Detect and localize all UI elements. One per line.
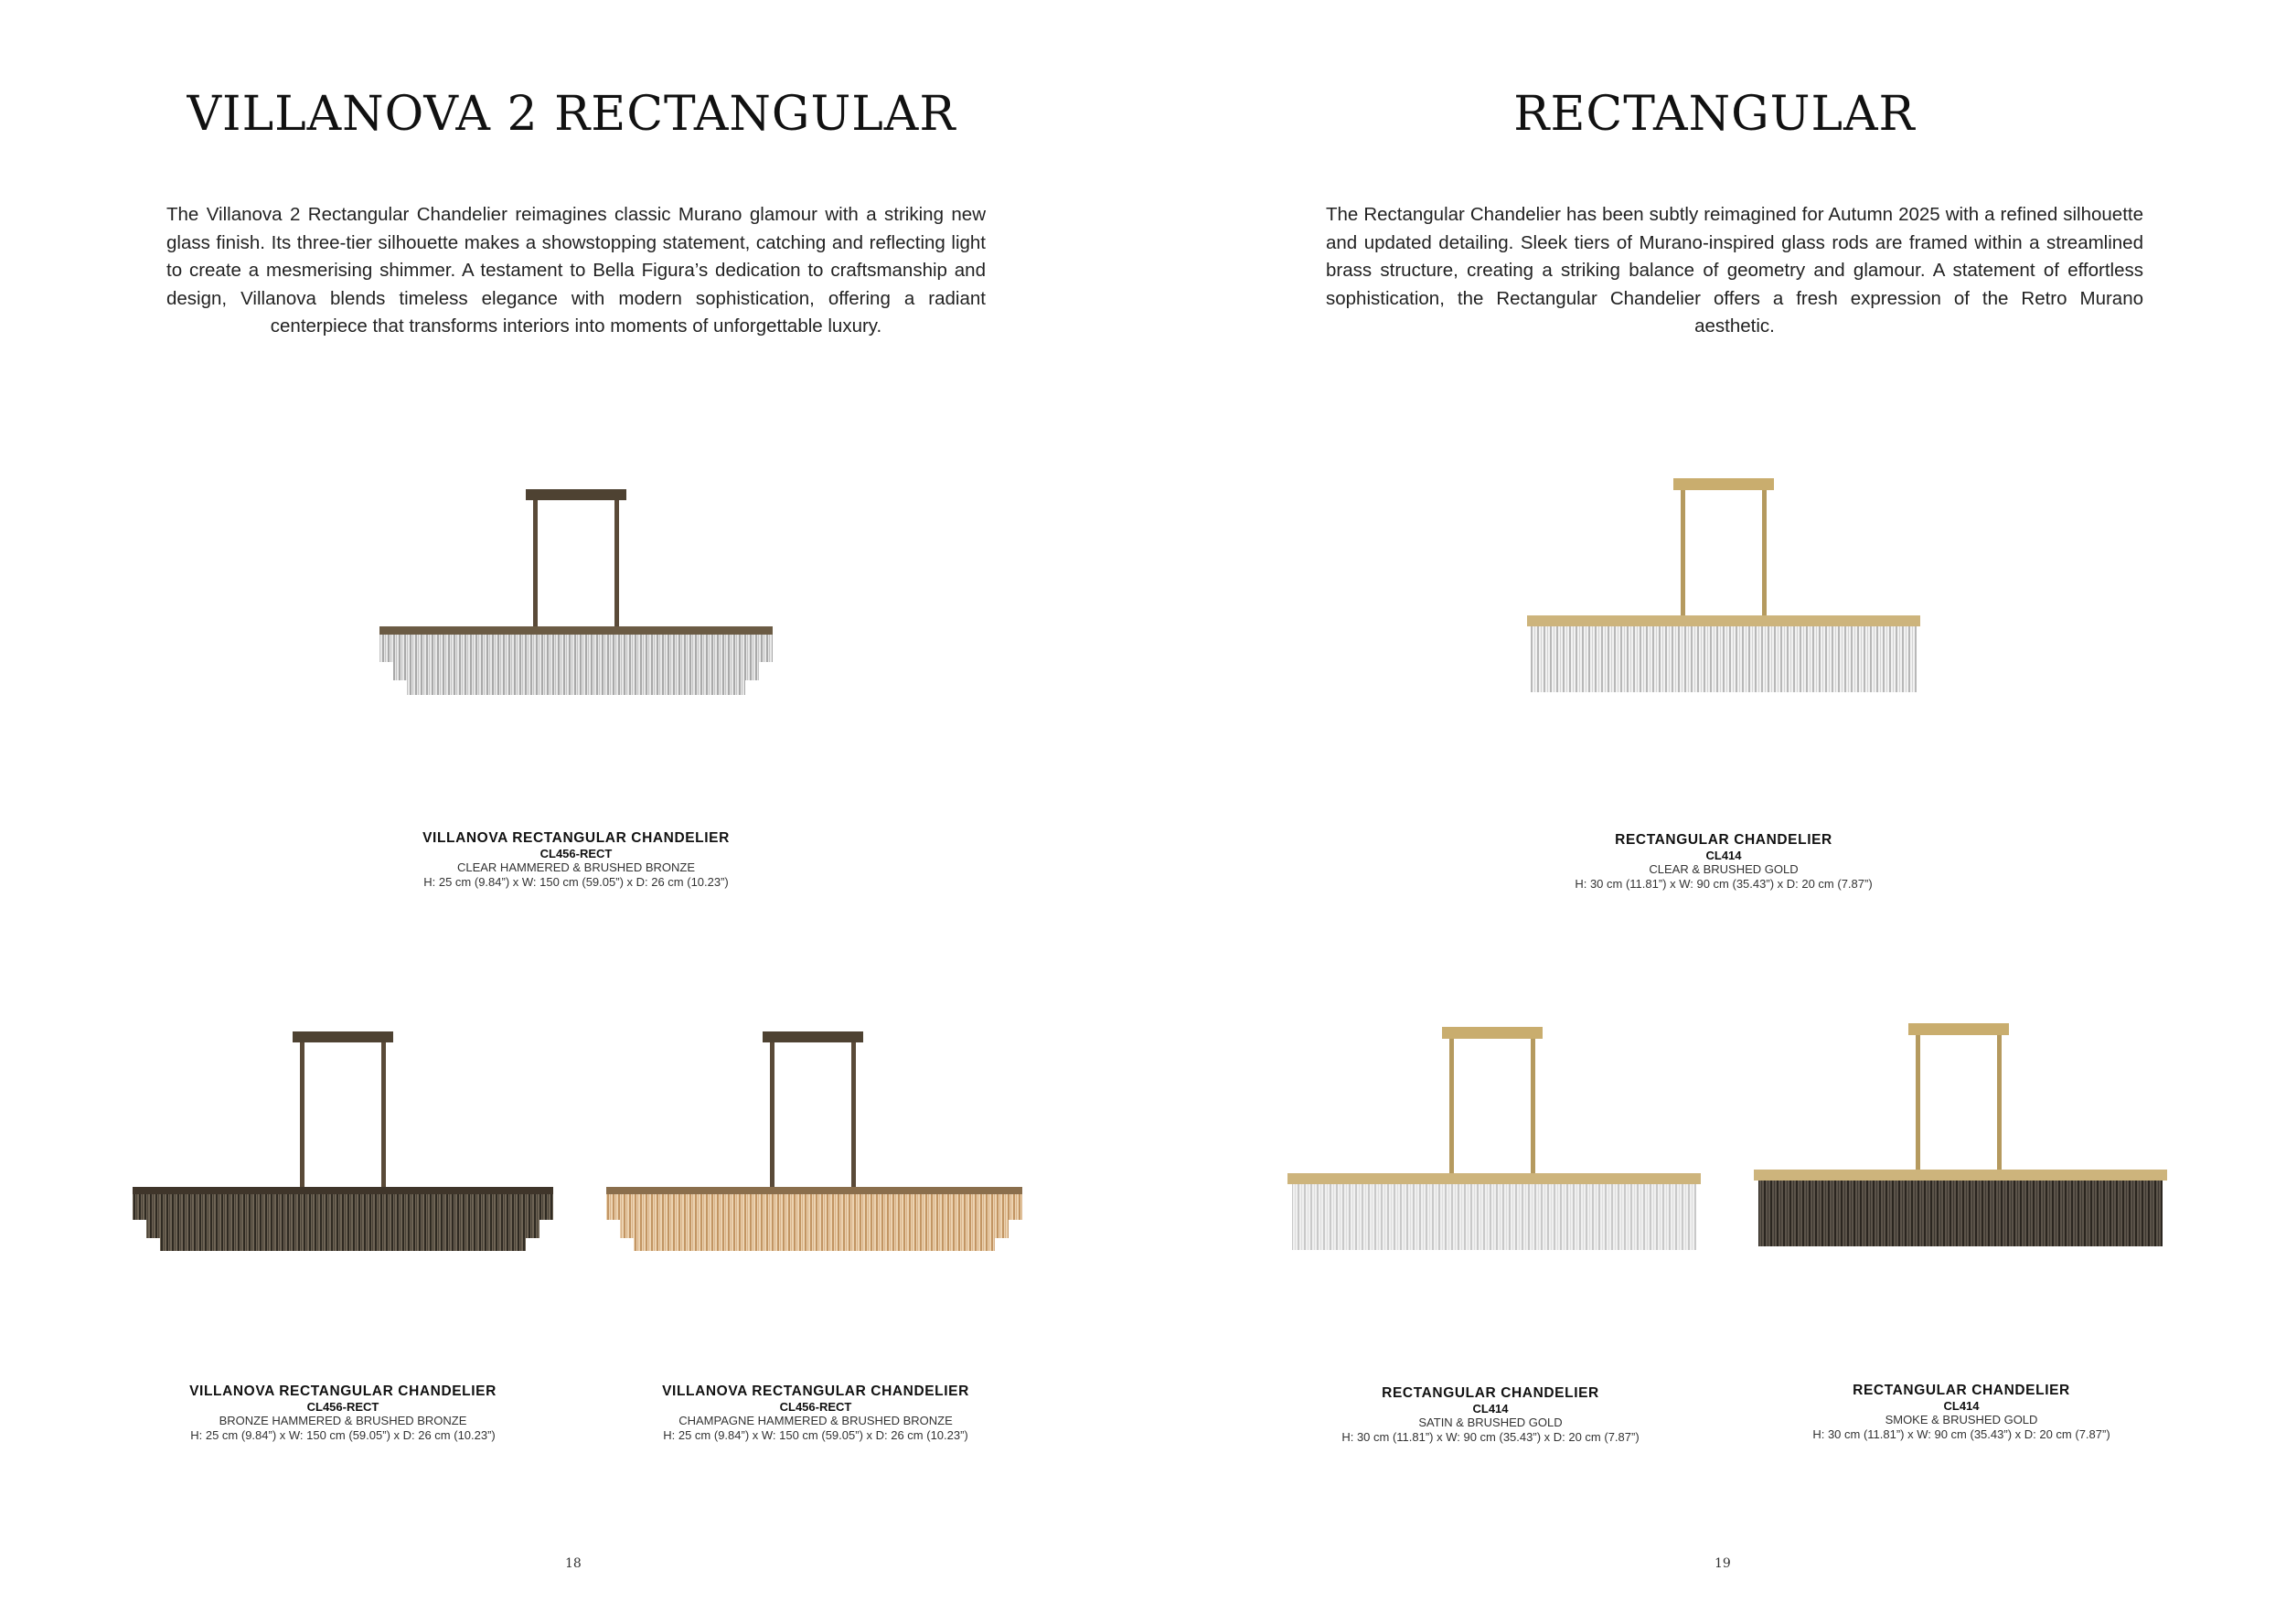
product-caption xyxy=(596,1384,1035,1443)
product-name: RECTANGULAR CHANDELIER xyxy=(1853,1383,2070,1398)
product-finish: CLEAR & BRUSHED GOLD xyxy=(1649,862,1799,876)
product-finish: SATIN & BRUSHED GOLD xyxy=(1418,1416,1563,1429)
chandelier-image-satin xyxy=(1285,1020,1705,1257)
product-dimensions: H: 30 cm (11.81”) x W: 90 cm (35.43”) x D: 20 cm (7.87”) xyxy=(1341,1430,1640,1444)
chandelier-image-champagne-hammered xyxy=(602,1024,1031,1253)
chandelier-icon xyxy=(128,1024,558,1253)
page-number: 19 xyxy=(1714,1556,1731,1571)
right-page xyxy=(1143,0,2286,1624)
chandelier-icon xyxy=(1285,1020,1705,1257)
chandelier-icon xyxy=(1518,471,1929,700)
page-title: RECTANGULAR xyxy=(1513,87,1916,142)
chandelier-image-clear-hammered xyxy=(366,480,786,700)
product-name: VILLANOVA RECTANGULAR CHANDELIER xyxy=(189,1384,497,1399)
product-dimensions: H: 25 cm (9.84”) x W: 150 cm (59.05”) x D: 26 cm (10.23”) xyxy=(663,1428,968,1442)
chandelier-image-smoke xyxy=(1751,1018,2172,1255)
product-dimensions: H: 30 cm (11.81”) x W: 90 cm (35.43”) x D: 20 cm (7.87”) xyxy=(1575,877,1873,891)
product-name: VILLANOVA RECTANGULAR CHANDELIER xyxy=(662,1384,969,1399)
product-code: CL414 xyxy=(1472,1402,1509,1416)
chandelier-icon xyxy=(1751,1018,2172,1255)
product-caption xyxy=(123,1384,562,1443)
product-name: RECTANGULAR CHANDELIER xyxy=(1382,1385,1599,1401)
chandelier-image-bronze-hammered xyxy=(128,1024,558,1253)
product-dimensions: H: 30 cm (11.81”) x W: 90 cm (35.43”) x D: 20 cm (7.87”) xyxy=(1812,1427,2110,1441)
product-description: The Rectangular Chandelier has been subtly reimagined for Autumn 2025 with a refined silhouette and updated detailing. Sleek tiers of Murano-inspired glass rods are framed within a streamlined brass structure, creating a striking balance of geometry and glamour. A statement of effortless sophistication, the Rectangular Chandelier offers a fresh expression of the Retro Murano aesthetic. xyxy=(1326,204,2143,337)
page-number: 18 xyxy=(565,1556,582,1571)
product-code: CL414 xyxy=(1943,1399,1980,1413)
product-finish: CHAMPAGNE HAMMERED & BRUSHED BRONZE xyxy=(678,1414,953,1427)
product-caption xyxy=(1737,1383,2185,1442)
product-name: RECTANGULAR CHANDELIER xyxy=(1615,832,1832,848)
product-caption xyxy=(1500,832,1948,892)
chandelier-image-clear xyxy=(1518,471,1929,700)
product-dimensions: H: 25 cm (9.84”) x W: 150 cm (59.05”) x D: 26 cm (10.23”) xyxy=(423,875,729,889)
product-description: The Villanova 2 Rectangular Chandelier reimagines classic Murano glamour with a striking new glass finish. Its three-tier silhouette makes a showstopping statement, catching and reflecting light to create a mesmerising shimmer. A testament to Bella Figura’s dedication to craftsmanship and design, Villanova blends timeless elegance with modern sophistication, offering a radiant centerpiece that transforms interiors into moments of unforgettable luxury. xyxy=(166,204,986,337)
product-code: CL456-RECT xyxy=(306,1400,379,1414)
chandelier-icon xyxy=(366,480,786,700)
product-code: CL414 xyxy=(1705,849,1742,862)
product-name: VILLANOVA RECTANGULAR CHANDELIER xyxy=(422,830,730,846)
product-caption xyxy=(357,830,796,890)
product-finish: BRONZE HAMMERED & BRUSHED BRONZE xyxy=(219,1414,467,1427)
product-finish: SMOKE & BRUSHED GOLD xyxy=(1885,1413,2038,1426)
product-code: CL456-RECT xyxy=(779,1400,852,1414)
product-dimensions: H: 25 cm (9.84”) x W: 150 cm (59.05”) x D: 26 cm (10.23”) xyxy=(190,1428,496,1442)
page-title: VILLANOVA 2 RECTANGULAR xyxy=(187,87,956,142)
product-caption xyxy=(1266,1385,1714,1445)
product-code: CL456-RECT xyxy=(539,847,613,860)
product-finish: CLEAR HAMMERED & BRUSHED BRONZE xyxy=(456,860,696,874)
chandelier-icon xyxy=(602,1024,1031,1253)
